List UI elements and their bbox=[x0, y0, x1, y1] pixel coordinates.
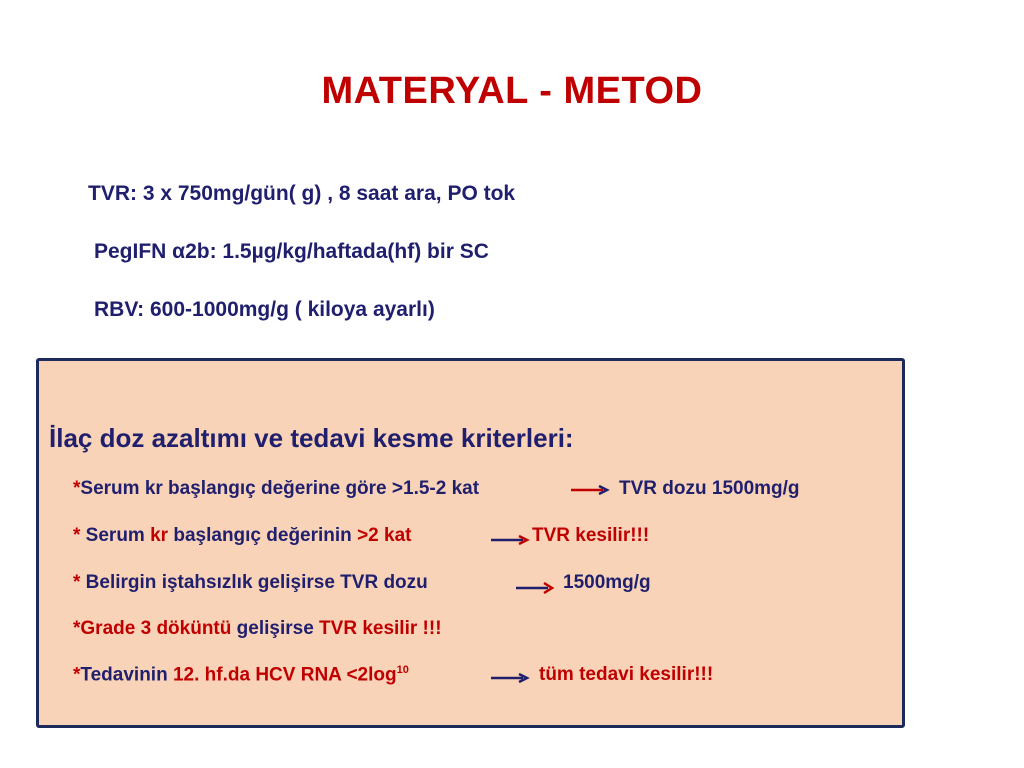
right-arrow-icon bbox=[569, 483, 613, 497]
criterion-1-result: TVR dozu 1500mg/g bbox=[619, 478, 800, 499]
criterion-2-text-a: Serum bbox=[80, 525, 151, 546]
criterion-5-sup: 10 bbox=[396, 664, 409, 676]
pegifn-dose-line: PegIFN α2b: 1.5µg/kg/haftada(hf) bir SC bbox=[94, 240, 489, 263]
right-arrow-icon bbox=[489, 671, 533, 685]
rbv-dose-line: RBV: 600-1000mg/g ( kiloya ayarlı) bbox=[94, 298, 435, 321]
tvr-dose-line: TVR: 3 x 750mg/gün( g) , 8 saat ara, PO tok bbox=[88, 182, 516, 205]
criterion-2-text-b: kr bbox=[150, 525, 169, 546]
criterion-4 bbox=[73, 618, 442, 640]
criterion-3 bbox=[73, 572, 428, 594]
criterion-5-star: * bbox=[73, 664, 81, 686]
slide-title: MATERYAL - METOD bbox=[321, 70, 703, 112]
criterion-3-result: 1500mg/g bbox=[563, 572, 651, 593]
criteria-box bbox=[36, 358, 905, 728]
criterion-2-star: * bbox=[73, 525, 81, 546]
criterion-1-text: Serum kr başlangıç değerine göre >1.5-2 kat bbox=[80, 478, 480, 499]
criterion-5-result: tüm tedavi kesilir!!! bbox=[539, 664, 714, 685]
criterion-5 bbox=[73, 664, 409, 686]
criterion-3-text: Belirgin iştahsızlık gelişirse TVR dozu bbox=[80, 572, 428, 593]
right-arrow-icon bbox=[489, 533, 533, 547]
criterion-2-text-c: başlangıç değerinin bbox=[168, 525, 358, 546]
criterion-1 bbox=[73, 478, 479, 500]
criterion-4-star: * bbox=[73, 618, 81, 639]
criterion-3-star: * bbox=[73, 572, 81, 593]
criterion-2 bbox=[73, 525, 411, 547]
criterion-1-star: * bbox=[73, 478, 81, 499]
criterion-2-text-d: >2 kat bbox=[357, 525, 412, 546]
criterion-4-text-b: gelişirse bbox=[231, 618, 320, 639]
criterion-4-text-a: Grade 3 döküntü bbox=[80, 618, 232, 639]
criteria-heading: İlaç doz azaltımı ve tedavi kesme kriterleri: bbox=[49, 423, 574, 453]
criterion-4-text-c: TVR kesilir !!! bbox=[319, 618, 442, 639]
criterion-5-text-b: 12. hf.da HCV RNA <2log bbox=[172, 664, 397, 686]
criterion-5-text-a: Tedavinin bbox=[80, 664, 173, 686]
right-arrow-icon bbox=[514, 579, 558, 595]
criterion-2-result: TVR kesilir!!! bbox=[532, 525, 650, 546]
